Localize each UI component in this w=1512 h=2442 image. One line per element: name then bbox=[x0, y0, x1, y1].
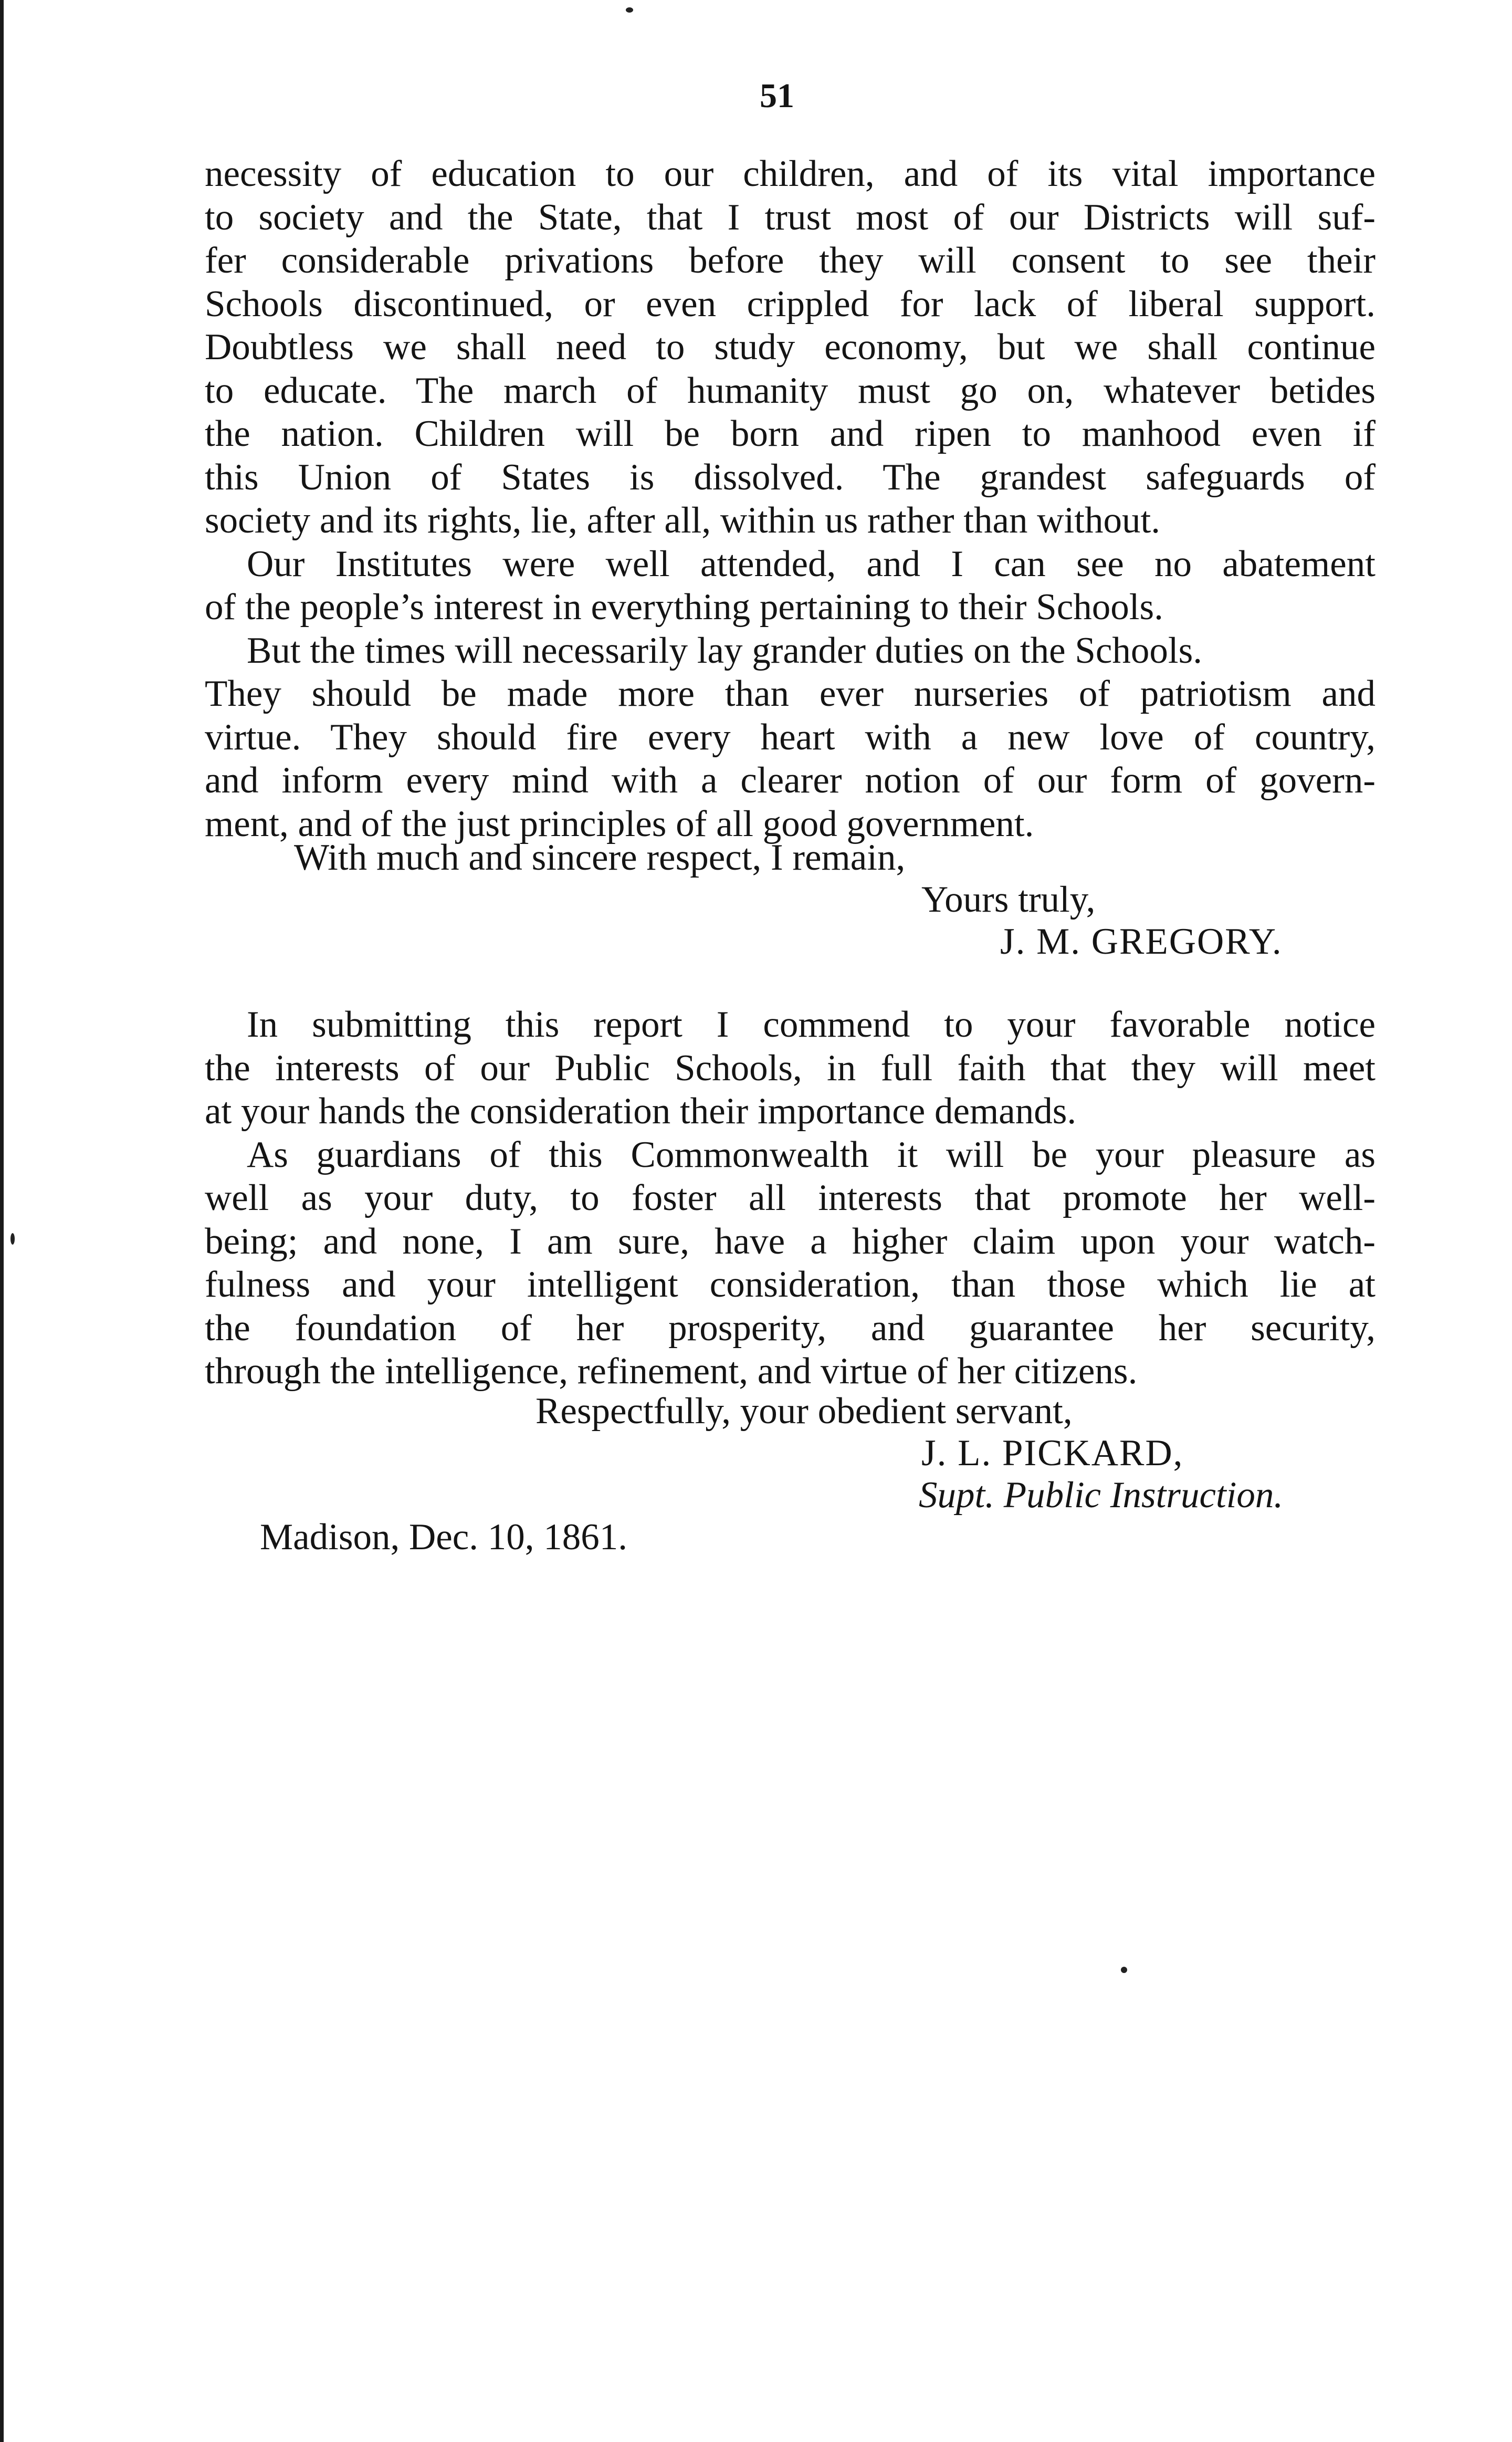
text-line: virtue. They should fire every heart with a new love of country, bbox=[205, 716, 1376, 758]
text-line: the nation. Children will be born and ripen to manhood even if bbox=[205, 413, 1376, 454]
text-line: through the intelligence, refinement, and virtue of her citizens. bbox=[205, 1351, 1138, 1392]
text-line: this Union of States is dissolved. The grandest safeguards of bbox=[205, 456, 1376, 498]
text-line: the interests of our Public Schools, in full faith that they will meet bbox=[205, 1047, 1376, 1089]
text-line: Our Institutes were well attended, and I can see no abatement bbox=[247, 543, 1376, 585]
text-line: to society and the State, that I trust most of our Districts will suf- bbox=[205, 196, 1376, 238]
text-line: In submitting this report I commend to your favorable notice bbox=[247, 1004, 1376, 1045]
text-line: necessity of education to our children, and of its vital importance bbox=[205, 153, 1376, 194]
text-line: As guardians of this Commonwealth it will be your pleasure as bbox=[247, 1134, 1376, 1175]
text-line: at your hands the consideration their importance demands. bbox=[205, 1091, 1077, 1132]
closing-remain: With much and sincere respect, I remain, bbox=[294, 837, 906, 878]
closing-valediction-pickard: Respectfully, your obedient servant, bbox=[536, 1391, 1073, 1432]
text-line: Doubtless we shall need to study economy, but we shall continue bbox=[205, 327, 1376, 368]
text-line: They should be made more than ever nurseries of patriotism and bbox=[205, 673, 1376, 714]
ink-speck bbox=[1121, 1967, 1127, 1973]
text-line: But the times will necessarily lay grander duties on the Schools. bbox=[247, 630, 1202, 671]
signature-title: Supt. Public Instruction. bbox=[919, 1475, 1284, 1516]
text-line: well as your duty, to foster all interests that promote her well- bbox=[205, 1177, 1376, 1218]
text-line: fulness and your intelligent consideration, than those which lie at bbox=[205, 1264, 1376, 1305]
signature-pickard: J. L. PICKARD, bbox=[921, 1433, 1184, 1474]
ink-speck bbox=[626, 7, 633, 13]
page-edge-shadow bbox=[0, 0, 4, 2442]
closing-valediction: Yours truly, bbox=[921, 879, 1096, 920]
text-line: to educate. The march of humanity must go on, whatever betides bbox=[205, 370, 1376, 411]
text-line: Schools discontinued, or even crippled for lack of liberal support. bbox=[205, 283, 1376, 325]
text-line: ment, and of the just principles of all good government. bbox=[205, 803, 1034, 844]
signature-gregory: J. M. GREGORY. bbox=[1000, 921, 1283, 962]
page-number: 51 bbox=[760, 77, 794, 115]
text-line: fer considerable privations before they will consent to see their bbox=[205, 240, 1376, 281]
letter-body-gregory bbox=[205, 152, 1376, 846]
letter-body-pickard bbox=[205, 1003, 1376, 1393]
ink-speck bbox=[10, 1233, 15, 1245]
text-line: being; and none, I am sure, have a higher claim upon your watch- bbox=[205, 1220, 1376, 1262]
text-line: of the people’s interest in everything pertaining to their Schools. bbox=[205, 587, 1163, 628]
text-line: society and its rights, lie, after all, within us rather than without. bbox=[205, 500, 1160, 541]
text-line: and inform every mind with a clearer notion of our form of govern- bbox=[205, 760, 1376, 801]
dateline: Madison, Dec. 10, 1861. bbox=[260, 1517, 628, 1558]
text-line: the foundation of her prosperity, and guarantee her security, bbox=[205, 1307, 1376, 1349]
